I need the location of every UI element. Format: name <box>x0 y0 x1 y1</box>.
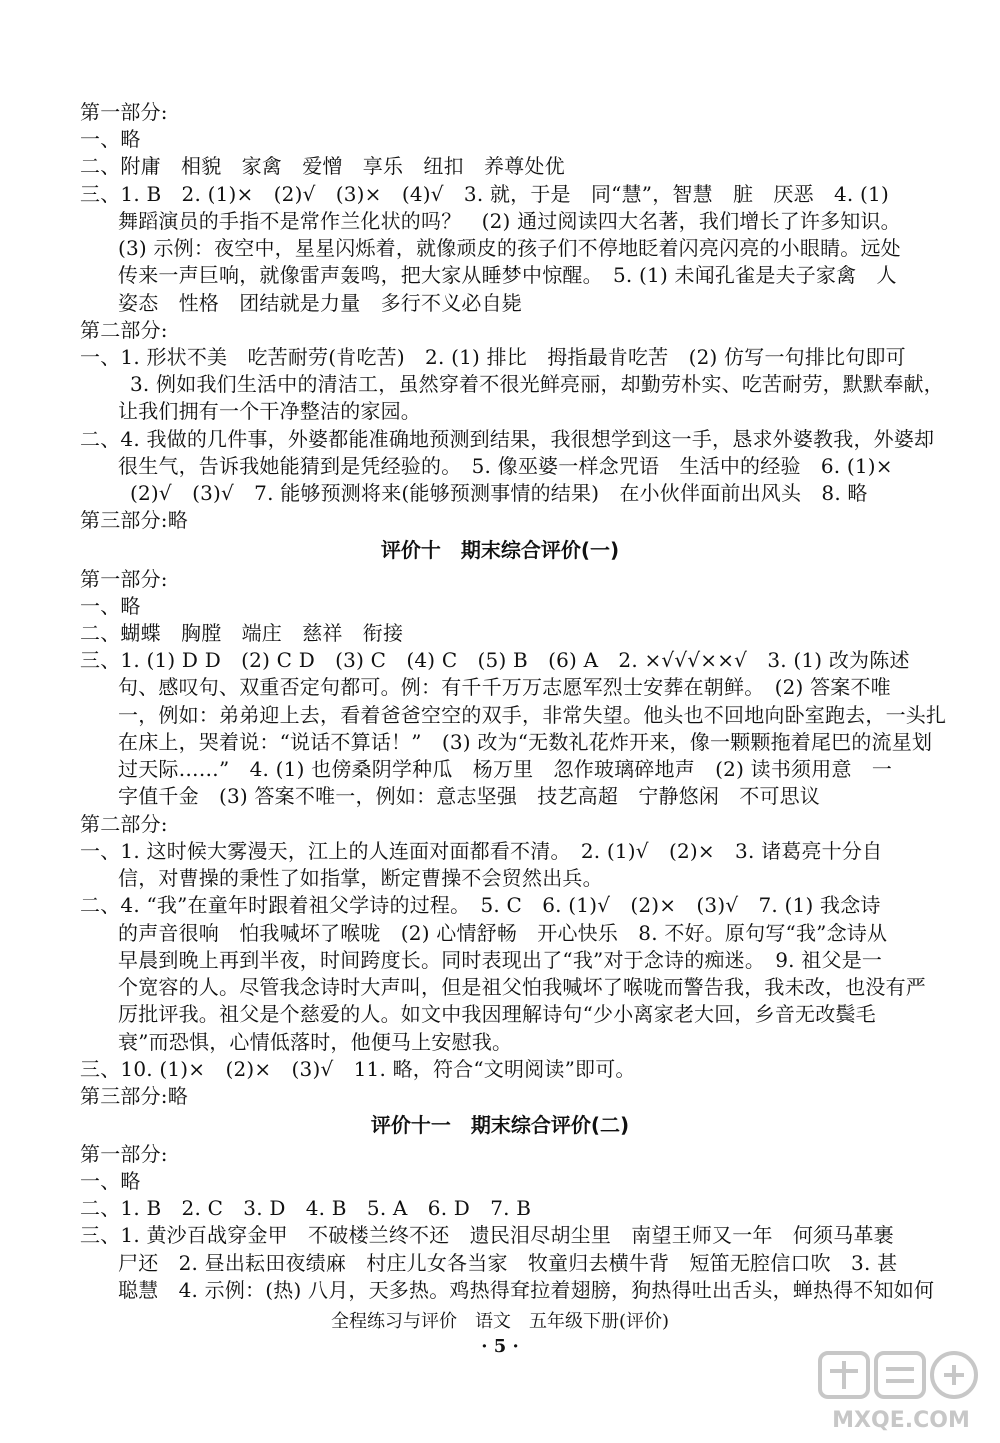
watermark-text: MXQE.COM <box>832 1408 970 1433</box>
answer-line: 字值千金 (3) 答案不唯一，例如：意志坚强 技艺高超 宁静悠闲 不可思议 <box>118 784 821 808</box>
watermark-logo <box>816 1349 986 1437</box>
page-number: · 5 · <box>481 1336 519 1357</box>
answer-line: 句、感叹句、双重否定句都可。例：有千千万万志愿军烈士安葬在朝鲜。 (2) 答案不唯 <box>118 675 891 699</box>
answer-line: 二、1. B 2. C 3. D 4. B 5. A 6. D 7. B <box>80 1196 532 1220</box>
section-heading: 评价十一 期末综合评价(二) <box>370 1113 630 1137</box>
section-label: 第二部分: <box>80 318 168 342</box>
answer-line: 一、略 <box>80 127 141 151</box>
section-label: 第三部分:略 <box>80 508 188 532</box>
book-footer-title: 全程练习与评价 语文 五年级下册(评价) <box>330 1311 670 1332</box>
answer-line: 二、附庸 相貌 家禽 爱憎 享乐 纽扣 养尊处优 <box>80 154 565 178</box>
answer-line: 信，对曹操的秉性了如指掌，断定曹操不会贸然出兵。 <box>118 866 603 890</box>
section-label: 第一部分: <box>80 100 168 124</box>
answer-line: 一、略 <box>80 1169 141 1193</box>
answer-line: 三、10. (1)× (2)× (3)√ 11. 略，符合“文明阅读”即可。 <box>80 1057 636 1081</box>
answer-line: 一，例如：弟弟迎上去，看着爸爸空空的双手，非常失望。他头也不回地向卧室跑去，一头扎 <box>118 703 947 727</box>
answer-line: 传来一声巨响，就像雷声轰鸣，把大家从睡梦中惊醒。 5. (1) 未闻孔雀是夫子家禽 人 <box>118 263 897 287</box>
answer-line: 舞蹈演员的手指不是常作兰化状的吗？ (2) 通过阅读四大名著，我们增长了许多知识。 <box>118 209 901 233</box>
answer-line: 姿态 性格 团结就是力量 多行不义必自毙 <box>118 291 522 315</box>
answer-line: 过天际……” 4. (1) 也傍桑阴学种瓜 杨万里 忽作玻璃碎地声 (2) 读书须用意 一 <box>118 757 893 781</box>
answer-line: 二、4. “我”在童年时跟着祖父学诗的过程。 5. C 6. (1)√ (2)× (3)√ 7. (1) 我念诗 <box>80 893 881 917</box>
section-label: 第一部分: <box>80 1142 168 1166</box>
answer-line: 在床上，哭着说：“说话不算话！” (3) 改为“无数礼花炸开来，像一颗颗拖着尾巴的流星划 <box>118 730 933 754</box>
answer-line: 衰”而恐惧，心情低落时，他便马上安慰我。 <box>118 1030 513 1054</box>
answer-line: 尸还 2. 昼出耘田夜绩麻 村庄儿女各当家 牧童归去横牛背 短笛无腔信口吹 3. 甚 <box>118 1251 898 1275</box>
answer-line: 三、1. 黄沙百战穿金甲 不破楼兰终不还 遗民泪尽胡尘里 南望王师又一年 何须马革裹 <box>80 1223 894 1247</box>
answer-line: (3) 示例：夜空中，星星闪烁着，就像顽皮的孩子们不停地眨着闪亮闪亮的小眼睛。远处 <box>118 236 901 260</box>
answer-line: 三、1. B 2. (1)× (2)√ (3)× (4)√ 3. 就，于是 同“慧”，智慧 脏 厌恶 4. (1) <box>80 182 889 206</box>
section-label: 第二部分: <box>80 812 168 836</box>
answer-line: 一、1. 这时候大雾漫天，江上的人连面对面都看不清。 2. (1)√ (2)× 3. 诸葛亮十分自 <box>80 839 883 863</box>
answer-line: 二、4. 我做的几件事，外婆都能准确地预测到结果，我很想学到这一手，恳求外婆教我，外婆却 <box>80 427 935 451</box>
answer-line: 让我们拥有一个干净整洁的家园。 <box>118 399 421 423</box>
answer-line: (2)√ (3)√ 7. 能够预测将来(能够预测事情的结果) 在小伙伴面前出风头 8. 略 <box>130 481 868 505</box>
answer-line: 厉批评我。祖父是个慈爱的人。如文中我因理解诗句“少小离家老大回，乡音无改鬓毛 <box>118 1002 876 1026</box>
answer-line: 聪慧 4. 示例：(热) 八月，天多热。鸡热得耷拉着翅膀，狗热得吐出舌头，蝉热得不知如何 <box>118 1278 935 1302</box>
answer-line: 二、蝴蝶 胸膛 端庄 慈祥 衔接 <box>80 621 404 645</box>
answer-line: 一、1. 形状不美 吃苦耐劳(肯吃苦) 2. (1) 排比 拇指最肯吃苦 (2) 仿写一句排比句即可 <box>80 345 906 369</box>
answer-line: 一、略 <box>80 594 141 618</box>
section-heading: 评价十 期末综合评价(一) <box>380 538 620 562</box>
section-label: 第三部分:略 <box>80 1084 188 1108</box>
answer-line: 3. 例如我们生活中的清洁工，虽然穿着不很光鲜亮丽，却勤劳朴实、吃苦耐劳，默默奉献， <box>130 372 944 396</box>
answer-line: 三、1. (1) D D (2) C D (3) C (4) C (5) B (6) A 2. ×√√√××√ 3. (1) 改为陈述 <box>80 648 910 672</box>
answer-line: 的声音很响 怕我喊坏了喉咙 (2) 心情舒畅 开心快乐 8. 不好。原句写“我”念诗从 <box>118 921 888 945</box>
answer-line: 很生气，告诉我她能猜到是凭经验的。 5. 像巫婆一样念咒语 生活中的经验 6. (1)× <box>118 454 893 478</box>
answer-line: 早晨到晚上再到半夜，时间跨度长。同时表现出了“我”对于念诗的痴迷。 9. 祖父是一 <box>118 948 883 972</box>
section-label: 第一部分: <box>80 567 168 591</box>
answer-line: 个宽容的人。尽管我念诗时大声叫，但是祖父怕我喊坏了喉咙而警告我，我未改，也没有严 <box>118 975 926 999</box>
